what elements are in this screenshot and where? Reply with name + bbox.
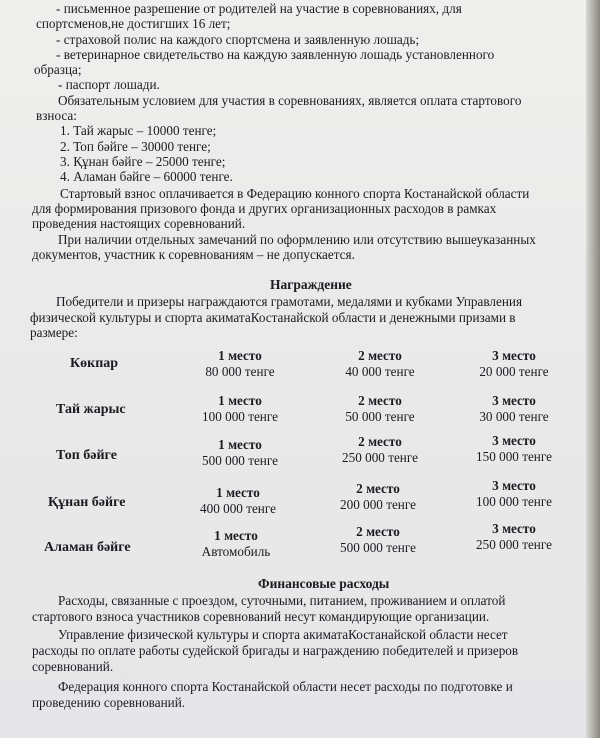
text-line: Федерация конного спорта Костанайской области несет расходы по подготовке и [58,679,513,694]
text-line: Управление физической культуры и спорта акиматаКостанайской области несет [58,627,508,642]
text-line: - страховой полис на каждого спортсмена и заявленную лошадь; [56,32,420,47]
text-line: Расходы, связанные с проездом, суточными, питанием, проживанием и оплатой [58,593,506,608]
place-label: 3 место [492,393,536,408]
paper-edge [586,0,600,738]
place-label: 2 место [356,524,400,539]
prize-amount: 500 000 тенге [202,453,278,468]
place-label: 1 место [218,437,262,452]
text-line: взноса: [36,108,77,123]
text-line: Стартовый взнос оплачивается в Федерацию конного спорта Костанайской области [60,186,530,201]
text-line: - ветеринарное свидетельство на каждую заявленную лошадь установленного [56,47,495,62]
prize-amount: 150 000 тенге [476,449,552,464]
prize-amount: 250 000 тенге [342,450,418,465]
section-heading: Финансовые расходы [258,576,390,591]
text-line: расходы по оплате работы судейской бригады и награждению победителей и призеров [32,643,519,658]
prize-amount: 200 000 тенге [340,497,416,512]
place-label: 3 место [492,521,536,536]
prize-amount: 80 000 тенге [205,364,275,379]
text-line: Победители и призеры награждаются грамотами, медалями и кубками Управления [56,294,523,309]
place-label: 2 место [356,481,400,496]
text-line: проведения настоящих соревнований. [32,216,246,231]
place-label: 1 место [216,485,260,500]
place-label: 3 место [492,433,536,448]
text-line: спортсменов,не достигших 16 лет; [36,16,231,31]
prize-category: Құнан бәйге [48,495,126,510]
prize-amount: 40 000 тенге [345,364,415,379]
prize-amount: 50 000 тенге [345,409,415,424]
fee-item: 1. Тай жарыс – 10000 тенге; [60,123,217,138]
prize-amount: 500 000 тенге [340,540,416,555]
prize-amount: 250 000 тенге [476,537,552,552]
text-line: размере: [30,325,78,340]
fee-item: 2. Топ бәйге – 30000 тенге; [60,139,211,154]
place-label: 2 место [358,393,402,408]
place-label: 3 место [492,348,536,363]
text-line: проведению соревнований. [32,695,186,710]
fee-item: 3. Құнан бәйге – 25000 тенге; [60,154,226,169]
prize-amount: 400 000 тенге [200,501,276,516]
text-line: стартового взноса участников соревнований несут командирующие организации. [32,609,490,624]
text-line: Обязательным условием для участия в соревнованиях, является оплата стартового [58,93,522,108]
text-line: - паспорт лошади. [58,77,160,92]
prize-amount: 100 000 тенге [202,409,278,424]
text-line: образца; [34,62,82,77]
place-label: 2 место [358,348,402,363]
section-heading: Награждение [270,277,352,292]
prize-category: Аламан бәйге [44,540,131,555]
place-label: 2 место [358,434,402,449]
text-line: документов, участник к соревнованиям – не допускается. [32,247,355,262]
place-label: 1 место [218,393,262,408]
prize-amount: 30 000 тенге [479,409,549,424]
prize-category: Көкпар [70,356,119,371]
prize-category: Топ бәйге [56,448,117,463]
prize-category: Тай жарыс [56,402,126,417]
place-label: 1 место [218,348,262,363]
text-line: - письменное разрешение от родителей на участие в соревнованиях, для [56,1,462,16]
text-line: При наличии отдельных замечаний по оформлению или отсутствию вышеуказанных [58,232,536,247]
prize-amount: 100 000 тенге [476,494,552,509]
text-line: для формирования призового фонда и других организационных расходов в рамках [32,201,497,216]
place-label: 1 место [214,528,258,543]
place-label: 3 место [492,478,536,493]
prize-amount: Автомобиль [201,544,271,559]
text-line: соревнований. [32,659,114,674]
prize-amount: 20 000 тенге [479,364,549,379]
fee-item: 4. Аламан бәйге – 60000 тенге. [60,169,233,184]
text-line: физической культуры и спорта акиматаКостанайской области и денежными призами в [30,310,516,325]
